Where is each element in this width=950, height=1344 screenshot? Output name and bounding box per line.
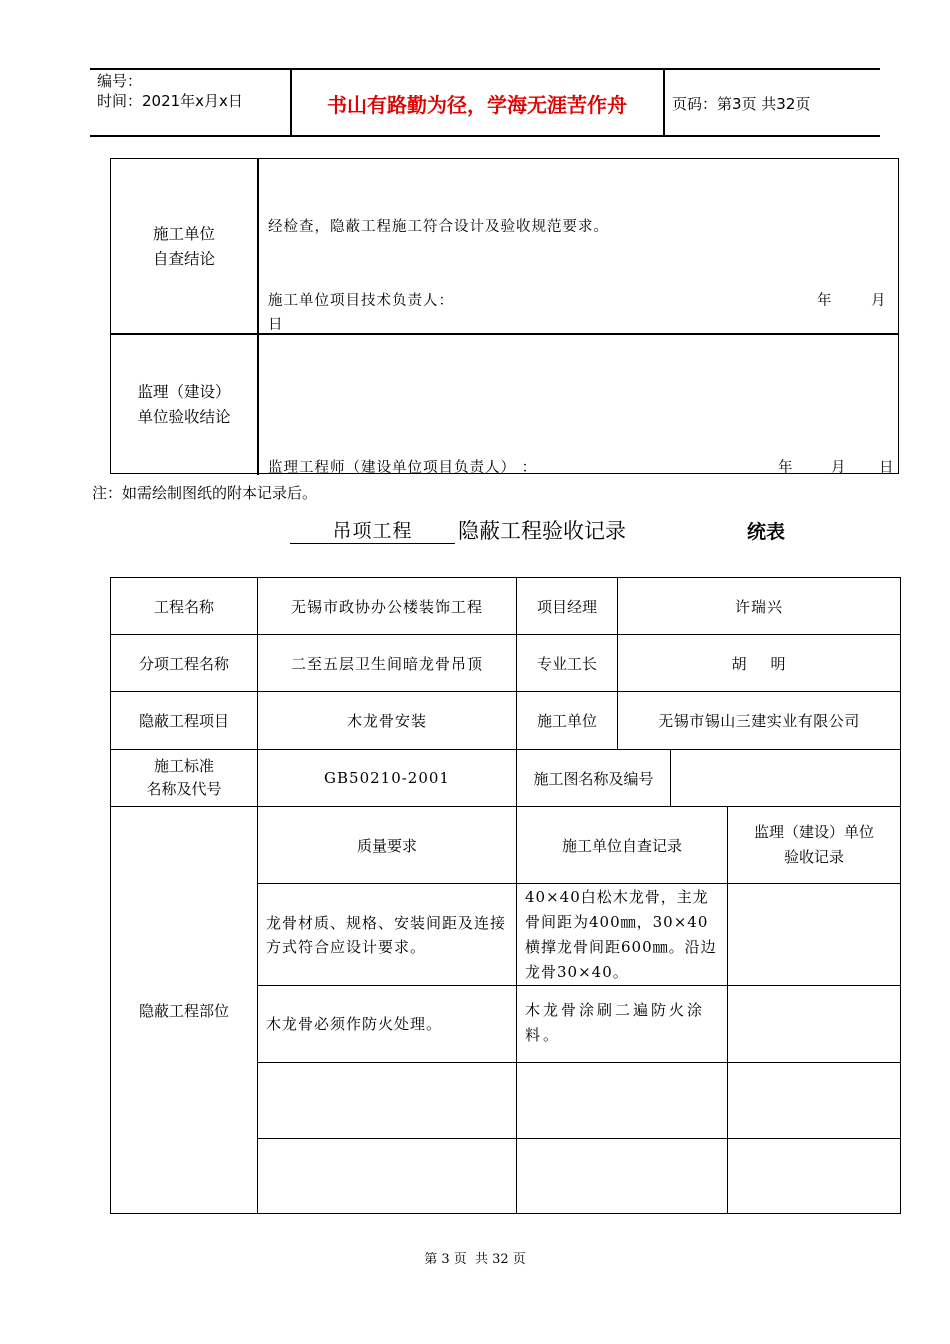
header-bottom-rule bbox=[90, 135, 880, 137]
hidden-item-value: 木龙骨安装 bbox=[258, 692, 517, 750]
requirement-cell: 木龙骨必须作防火处理。 bbox=[258, 986, 517, 1063]
supervision-cell bbox=[728, 986, 901, 1063]
supervisor-signature: 监理工程师（建设单位项目负责人） ： bbox=[268, 460, 538, 476]
col-self-check-header: 施工单位自查记录 bbox=[517, 807, 728, 884]
supervision-cell bbox=[728, 1139, 901, 1214]
year-label-2: 年 bbox=[778, 460, 794, 476]
table-row bbox=[111, 635, 901, 692]
header-top-rule bbox=[90, 68, 880, 70]
day-label: 日 bbox=[268, 317, 284, 333]
record-cell: 40×40白松木龙骨，主龙骨间距为400㎜，30×40横撑龙骨间距600㎜。沿边龙骨30×40。 bbox=[517, 884, 728, 986]
requirement-cell bbox=[258, 1063, 517, 1139]
requirement-cell bbox=[258, 1139, 517, 1214]
header-divider-right bbox=[663, 68, 665, 136]
hidden-part-label: 隐蔽工程部位 bbox=[111, 807, 258, 1214]
header-date: 时间：2021年x月x日 bbox=[97, 92, 243, 110]
tech-lead-signature: 施工单位项目技术负责人： bbox=[268, 293, 454, 309]
year-label: 年 bbox=[817, 293, 833, 309]
top-table-col-divider bbox=[257, 159, 259, 475]
contractor-label: 施工单位 bbox=[517, 692, 618, 750]
top-table-row-divider bbox=[111, 333, 898, 335]
project-name-label: 工程名称 bbox=[111, 578, 258, 635]
header-motto: 书山有路勤为径，学海无涯苦作舟 bbox=[327, 93, 627, 117]
note-text: 注：如需绘制图纸的附本记录后。 bbox=[92, 484, 318, 502]
drawing-value bbox=[671, 750, 901, 807]
record-cell bbox=[517, 1063, 728, 1139]
month-label: 月 bbox=[871, 293, 887, 309]
serial-label: 编号： bbox=[97, 72, 143, 90]
header-page-info: 页码：第3页 共32页 bbox=[672, 95, 811, 113]
table-row bbox=[111, 692, 901, 750]
table-row bbox=[111, 750, 901, 807]
drawing-label: 施工图名称及编号 bbox=[517, 750, 671, 807]
contractor-value: 无锡市锡山三建实业有限公司 bbox=[618, 692, 901, 750]
form-title: 隐蔽工程验收记录 bbox=[458, 519, 626, 543]
pm-value: 许瑞兴 bbox=[618, 578, 901, 635]
supervision-label: 监理（建设） 单位验收结论 bbox=[137, 383, 231, 426]
top-table bbox=[110, 158, 899, 474]
project-name-value: 无锡市政协办公楼装饰工程 bbox=[258, 578, 517, 635]
form-title-suffix: 统表 bbox=[747, 521, 786, 543]
standard-label: 施工标准 名称及代号 bbox=[111, 750, 258, 807]
day-label-2: 日 bbox=[879, 460, 895, 476]
sub-project-value: 二至五层卫生间暗龙骨吊顶 bbox=[258, 635, 517, 692]
table-row bbox=[111, 578, 901, 635]
month-label-2: 月 bbox=[831, 460, 847, 476]
form-title-project-type: 吊项工程 bbox=[290, 516, 455, 544]
col-quality-header: 质量要求 bbox=[258, 807, 517, 884]
self-check-conclusion: 经检查，隐蔽工程施工符合设计及验收规范要求。 bbox=[268, 219, 609, 235]
acceptance-table bbox=[110, 577, 901, 1214]
col-supervision-header: 监理（建设）单位 验收记录 bbox=[728, 807, 901, 884]
requirement-cell: 龙骨材质、规格、安装间距及连接方式符合应设计要求。 bbox=[258, 884, 517, 986]
foreman-label: 专业工长 bbox=[517, 635, 618, 692]
hidden-item-label: 隐蔽工程项目 bbox=[111, 692, 258, 750]
self-check-label: 施工单位 自查结论 bbox=[152, 225, 215, 268]
record-cell bbox=[517, 1139, 728, 1214]
standard-value: GB50210-2001 bbox=[258, 750, 517, 807]
foreman-value: 胡 明 bbox=[618, 635, 901, 692]
supervision-cell bbox=[728, 1063, 901, 1139]
sub-project-label: 分项工程名称 bbox=[111, 635, 258, 692]
record-cell: 木龙骨涂刷二遍防火涂料。 bbox=[517, 986, 728, 1063]
footer-page-number: 第 3 页 共 32 页 bbox=[424, 1252, 526, 1267]
table-header-row bbox=[111, 807, 901, 884]
pm-label: 项目经理 bbox=[517, 578, 618, 635]
supervision-cell bbox=[728, 884, 901, 986]
